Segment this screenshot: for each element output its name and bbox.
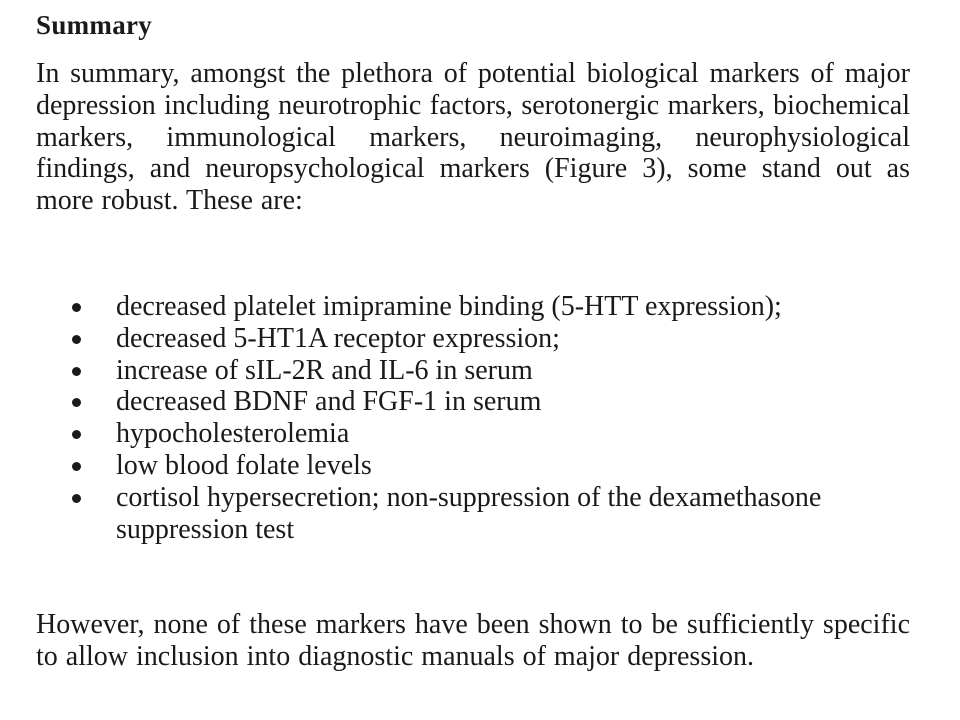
- bullet-icon: [72, 335, 81, 344]
- list-item: [36, 323, 910, 355]
- bullet-icon: [72, 398, 81, 407]
- marker-list: [36, 291, 910, 545]
- list-item-text: low blood folate levels: [116, 449, 372, 481]
- list-item: [36, 450, 910, 482]
- list-item: [36, 418, 910, 450]
- list-item-text: hypocholesterolemia: [116, 418, 350, 450]
- list-item: [36, 482, 910, 546]
- list-item: [36, 355, 910, 387]
- bullet-icon: [72, 303, 81, 312]
- list-item-text: decreased platelet imipramine binding (5-HTT expression);: [116, 291, 782, 322]
- list-item-text: cortisol hypersecretion; non-suppression of the dexamethasone suppression test: [116, 481, 822, 545]
- list-item: [36, 291, 910, 323]
- section-heading: Summary: [36, 10, 153, 40]
- closing-paragraph: However, none of these markers have been shown to be sufficiently specific to allow inclusion into diagnostic manuals of major depression.: [36, 609, 910, 672]
- list-item-text: decreased 5-HT1A receptor expression;: [116, 322, 560, 354]
- bullet-icon: [72, 367, 81, 376]
- bullet-icon: [72, 462, 81, 471]
- list-item-text: increase of sIL-2R and IL-6 in serum: [116, 354, 533, 386]
- list-item-text: decreased BDNF and FGF-1 in serum: [116, 386, 542, 418]
- bullet-icon: [72, 430, 81, 439]
- intro-paragraph: In summary, amongst the plethora of potential biological markers of major depression including neurotrophic factors, serotonergic markers, biochemical markers, immunological markers, neuroimaging, neurophysiological findings, and neuropsychological markers (Figure 3), some stand out as more robust. These are:: [36, 58, 910, 217]
- bullet-icon: [72, 494, 81, 503]
- list-item: [36, 386, 910, 418]
